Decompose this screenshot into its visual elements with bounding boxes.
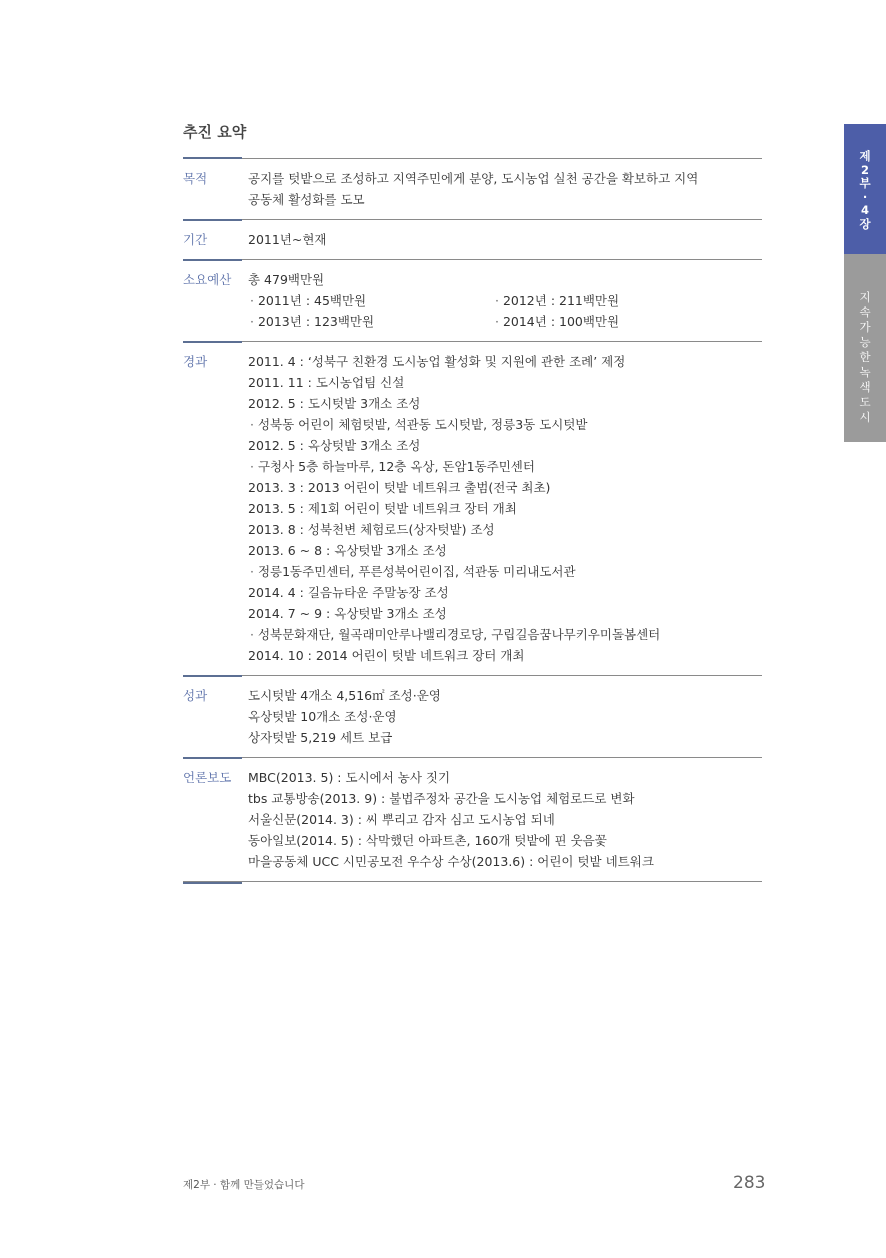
- progress-subitem: · 성북문화재단, 월곡래미안루나밸리경로당, 구립길음꿈나무키우미돌봄센터: [248, 624, 762, 645]
- row-press: [183, 758, 762, 882]
- text-line: 공지를 텃밭으로 조성하고 지역주민에게 분양, 도시농업 실천 공간을 확보하고 지역: [248, 171, 699, 186]
- chapter-tab-char: 2: [860, 162, 869, 177]
- progress-subitem: · 성북동 어린이 체험텃밭, 석관동 도시텃밭, 정릉3동 도시텃밭: [248, 414, 762, 435]
- row-progress: [183, 342, 762, 676]
- topic-tab-char: 지: [859, 290, 871, 304]
- press-item: 서울신문(2014. 3) : 씨 뿌리고 감자 심고 도시농업 되네: [248, 812, 555, 827]
- page-number: 283: [733, 1173, 766, 1193]
- row-content-purpose: [248, 168, 762, 210]
- footer-section-name: 제2부 · 함께 만들었습니다: [183, 1179, 305, 1191]
- chapter-tab-char: 4: [860, 203, 869, 217]
- row-results: [183, 676, 762, 758]
- topic-tab-char: 시: [859, 410, 871, 424]
- chapter-tab-char: ·: [862, 189, 868, 204]
- row-content-results: [248, 685, 762, 748]
- progress-subitem: · 정릉1동주민센터, 푸른성북어린이집, 석관동 미리내도서관: [248, 561, 762, 582]
- result-item: 옥상텃밭 10개소 조성·운영: [248, 709, 397, 724]
- progress-item: 2014. 10 : 2014 어린이 텃밭 네트워크 장터 개최: [248, 648, 525, 663]
- row-label-period: 기간: [183, 232, 208, 247]
- row-purpose: [183, 159, 762, 220]
- progress-item: 2013. 8 : 성북천변 체험로드(상자텃밭) 조성: [248, 522, 495, 537]
- topic-tab-char: 색: [859, 380, 871, 394]
- progress-subitem: · 구청사 5층 하늘마루, 12층 옥상, 돈암1동주민센터: [248, 456, 762, 477]
- progress-item: 2011. 4 : ‘성북구 친환경 도시농업 활성화 및 지원에 관한 조례’ 제정: [248, 354, 626, 369]
- chapter-tab-char: 제: [859, 149, 871, 163]
- budget-item: · 2013년 : 123백만원: [248, 311, 493, 332]
- progress-item: 2013. 6 ~ 8 : 옥상텃밭 3개소 조성: [248, 543, 447, 558]
- text-line: 2011년~현재: [248, 232, 327, 247]
- progress-item: 2012. 5 : 도시텃밭 3개소 조성: [248, 396, 421, 411]
- side-tabs: [844, 124, 886, 442]
- section-title: 추진 요약: [183, 123, 247, 141]
- row-content-press: [248, 767, 762, 872]
- result-item: 도시텃밭 4개소 4,516㎡ 조성·운영: [248, 688, 441, 703]
- row-budget: [183, 260, 762, 342]
- chapter-tab-char: 장: [859, 216, 871, 231]
- budget-item: · 2011년 : 45백만원: [248, 290, 493, 311]
- budget-item: · 2012년 : 211백만원: [493, 290, 693, 311]
- topic-tab-char: 가: [859, 320, 871, 334]
- chapter-tab-char: 부: [859, 176, 871, 190]
- row-period: [183, 220, 762, 260]
- row-content-progress: [248, 351, 762, 666]
- progress-item: 2013. 5 : 제1회 어린이 텃밭 네트워크 장터 개최: [248, 501, 517, 516]
- summary-table: [183, 158, 762, 882]
- progress-item: 2011. 11 : 도시농업팀 신설: [248, 375, 405, 390]
- row-label-progress: 경과: [183, 354, 208, 369]
- chapter-tab[interactable]: [844, 124, 886, 254]
- budget-total: 총 479백만원: [248, 272, 325, 287]
- progress-item: 2013. 3 : 2013 어린이 텃밭 네트워크 출범(전국 최초): [248, 480, 551, 495]
- topic-tab[interactable]: [844, 254, 886, 442]
- topic-tab-char: 도: [859, 395, 871, 409]
- press-item: 동아일보(2014. 5) : 삭막했던 아파트촌, 160개 텃밭에 핀 웃음꽃: [248, 833, 607, 848]
- progress-item: 2014. 4 : 길음뉴타운 주말농장 조성: [248, 585, 449, 600]
- result-item: 상자텃밭 5,219 세트 보급: [248, 730, 393, 745]
- row-label-press: 언론보도: [183, 770, 232, 785]
- table-end-rule: [183, 882, 242, 884]
- row-label-results: 성과: [183, 688, 208, 703]
- topic-tab-char: 속: [859, 305, 871, 319]
- topic-tab-char: 한: [859, 350, 871, 364]
- press-item: MBC(2013. 5) : 도시에서 농사 짓기: [248, 770, 451, 785]
- row-content-period: [248, 229, 762, 250]
- text-line: 공동체 활성화를 도모: [248, 192, 365, 207]
- budget-item: · 2014년 : 100백만원: [493, 311, 693, 332]
- press-item: tbs 교통방송(2013. 9) : 불법주정차 공간을 도시농업 체험로드로 변화: [248, 791, 635, 806]
- topic-tab-char: 녹: [859, 365, 871, 379]
- topic-tab-char: 능: [859, 335, 871, 349]
- progress-item: 2012. 5 : 옥상텃밭 3개소 조성: [248, 438, 421, 453]
- row-label-purpose: 목적: [183, 171, 208, 186]
- budget-items: [248, 290, 762, 332]
- progress-item: 2014. 7 ~ 9 : 옥상텃밭 3개소 조성: [248, 606, 447, 621]
- row-content-budget: [248, 269, 762, 332]
- press-item: 마을공동체 UCC 시민공모전 우수상 수상(2013.6) : 어린이 텃밭 네트워크: [248, 854, 654, 869]
- row-label-budget: 소요예산: [183, 272, 232, 287]
